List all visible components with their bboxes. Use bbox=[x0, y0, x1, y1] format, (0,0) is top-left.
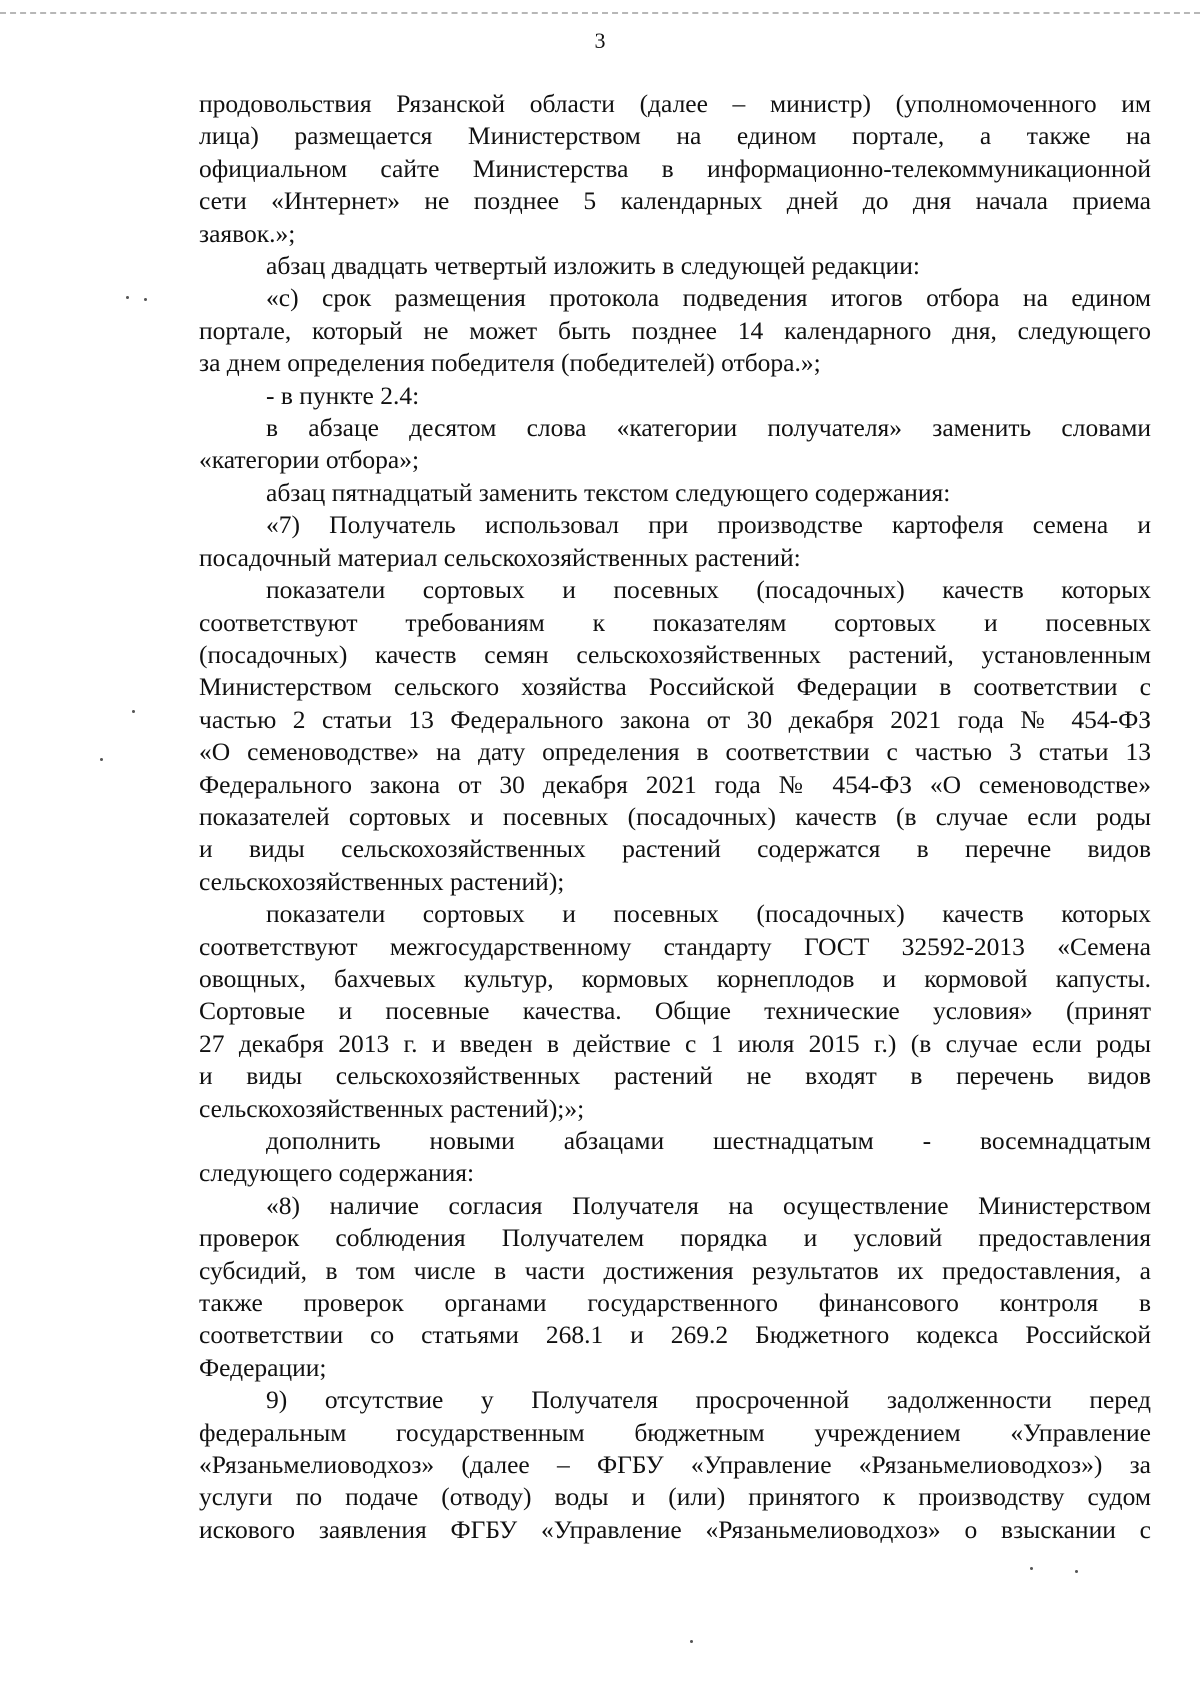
document-body bbox=[199, 88, 1151, 1546]
scan-speck bbox=[126, 296, 129, 299]
text-line: федеральным государственным бюджетным учреждением «Управление bbox=[199, 1417, 1151, 1447]
text-line: проверок соблюдения Получателем порядка и условий предоставления bbox=[199, 1223, 1151, 1253]
text-line: сельскохозяйственных растений);»; bbox=[199, 1093, 585, 1123]
text-line: посадочный материал сельскохозяйственных растений: bbox=[199, 542, 801, 572]
text-line: соответствуют требованиям к показателям сортовых и посевных bbox=[199, 607, 1151, 637]
text-line: также проверок органами государственного финансового контроля в bbox=[199, 1288, 1151, 1318]
text-line: 9) отсутствие у Получателя просроченной задолженности перед bbox=[266, 1385, 1151, 1415]
text-line: Министерством сельского хозяйства Российской Федерации в соответствии с bbox=[199, 672, 1151, 702]
text-line: «категории отбора»; bbox=[199, 445, 420, 475]
text-line: овощных, бахчевых культур, кормовых корнеплодов и кормовой капусты. bbox=[199, 963, 1151, 993]
text-line: 27 декабря 2013 г. и введен в действие с 1 июля 2015 г.) (в случае если роды bbox=[199, 1028, 1151, 1058]
text-line: искового заявления ФГБУ «Управление «Рязаньмелиоводхоз» о взыскании с bbox=[199, 1514, 1151, 1544]
text-line: за днем определения победителя (победителей) отбора.»; bbox=[199, 348, 821, 378]
scan-speck bbox=[100, 758, 103, 761]
text-line: Сортовые и посевные качества. Общие технические условия» (принят bbox=[199, 996, 1151, 1026]
text-line: показатели сортовых и посевных (посадочных) качеств которых bbox=[266, 899, 1151, 929]
paragraph bbox=[199, 1190, 1151, 1384]
text-line: соответствии со статьями 268.1 и 269.2 Бюджетного кодекса Российской bbox=[199, 1320, 1151, 1350]
scan-speck bbox=[690, 1640, 693, 1643]
paragraph bbox=[199, 1125, 1151, 1190]
paragraph bbox=[199, 88, 1151, 250]
paragraph bbox=[199, 412, 1151, 477]
text-line: показатели сортовых и посевных (посадочных) качеств которых bbox=[266, 575, 1151, 605]
text-line: дополнить новыми абзацами шестнадцатым - восемнадцатым bbox=[266, 1126, 1151, 1155]
text-line: продовольствия Рязанской области (далее – министр) (уполномоченного им bbox=[199, 89, 1151, 118]
text-line: субсидий, в том числе в части достижения результатов их предоставления, а bbox=[199, 1255, 1151, 1285]
text-line: лица) размещается Министерством на едином портале, а также на bbox=[199, 121, 1151, 151]
paragraph bbox=[199, 282, 1151, 379]
text-line: сети «Интернет» не позднее 5 календарных дней до дня начала приема bbox=[199, 186, 1151, 216]
text-line: «8) наличие согласия Получателя на осуществление Министерством bbox=[266, 1190, 1151, 1220]
text-line: Федерального закона от 30 декабря 2021 года № 454-ФЗ «О семеноводстве» bbox=[199, 769, 1151, 799]
text-line: в абзаце десятом слова «категории получателя» заменить словами bbox=[266, 413, 1151, 443]
text-line: и виды сельскохозяйственных растений не входят в перечень видов bbox=[199, 1061, 1151, 1091]
paragraph bbox=[199, 574, 1151, 898]
text-line: сельскохозяйственных растений); bbox=[199, 866, 565, 896]
text-line: официальном сайте Министерства в информационно-телекоммуникационной bbox=[199, 153, 1151, 183]
scan-speck bbox=[132, 710, 135, 713]
text-line: и виды сельскохозяйственных растений содержатся в перечне видов bbox=[199, 834, 1151, 864]
text-line: частью 2 статьи 13 Федерального закона от 30 декабря 2021 года № 454-ФЗ bbox=[199, 704, 1151, 734]
text-line: следующего содержания: bbox=[199, 1158, 475, 1188]
paragraph bbox=[199, 509, 1151, 574]
text-line: «Рязаньмелиоводхоз» (далее – ФГБУ «Управление «Рязаньмелиоводхоз») за bbox=[199, 1450, 1151, 1480]
scan-speck bbox=[144, 298, 147, 301]
page-number: 3 bbox=[594, 28, 606, 53]
text-line: услуги по подаче (отводу) воды и (или) принятого к производству судом bbox=[199, 1482, 1151, 1512]
text-line: абзац двадцать четвертый изложить в следующей редакции: bbox=[266, 251, 920, 281]
paragraph bbox=[199, 898, 1151, 1125]
text-line: соответствуют межгосударственному стандарту ГОСТ 32592-2013 «Семена bbox=[199, 931, 1151, 961]
text-line: заявок.»; bbox=[199, 218, 296, 248]
text-line: - в пункте 2.4: bbox=[266, 380, 420, 410]
text-line: абзац пятнадцатый заменить текстом следующего содержания: bbox=[266, 477, 951, 507]
text-line: (посадочных) качеств семян сельскохозяйственных растений, установленным bbox=[199, 639, 1151, 669]
paragraph bbox=[199, 477, 1151, 509]
text-line: «О семеноводстве» на дату определения в соответствии с частью 3 статьи 13 bbox=[199, 737, 1151, 767]
text-line: Федерации; bbox=[199, 1352, 327, 1382]
paragraph bbox=[199, 380, 1151, 412]
text-line: «7) Получатель использовал при производстве картофеля семена и bbox=[266, 510, 1151, 540]
scan-speck bbox=[1075, 1570, 1078, 1573]
scan-edge-line bbox=[0, 12, 1200, 18]
text-line: портале, который не может быть позднее 14 календарного дня, следующего bbox=[199, 315, 1151, 345]
text-line: показателей сортовых и посевных (посадочных) качеств (в случае если роды bbox=[199, 801, 1151, 831]
paragraph bbox=[199, 1384, 1151, 1546]
scan-speck bbox=[1030, 1567, 1033, 1570]
text-line: «с) срок размещения протокола подведения итогов отбора на едином bbox=[266, 283, 1151, 313]
paragraph bbox=[199, 250, 1151, 282]
